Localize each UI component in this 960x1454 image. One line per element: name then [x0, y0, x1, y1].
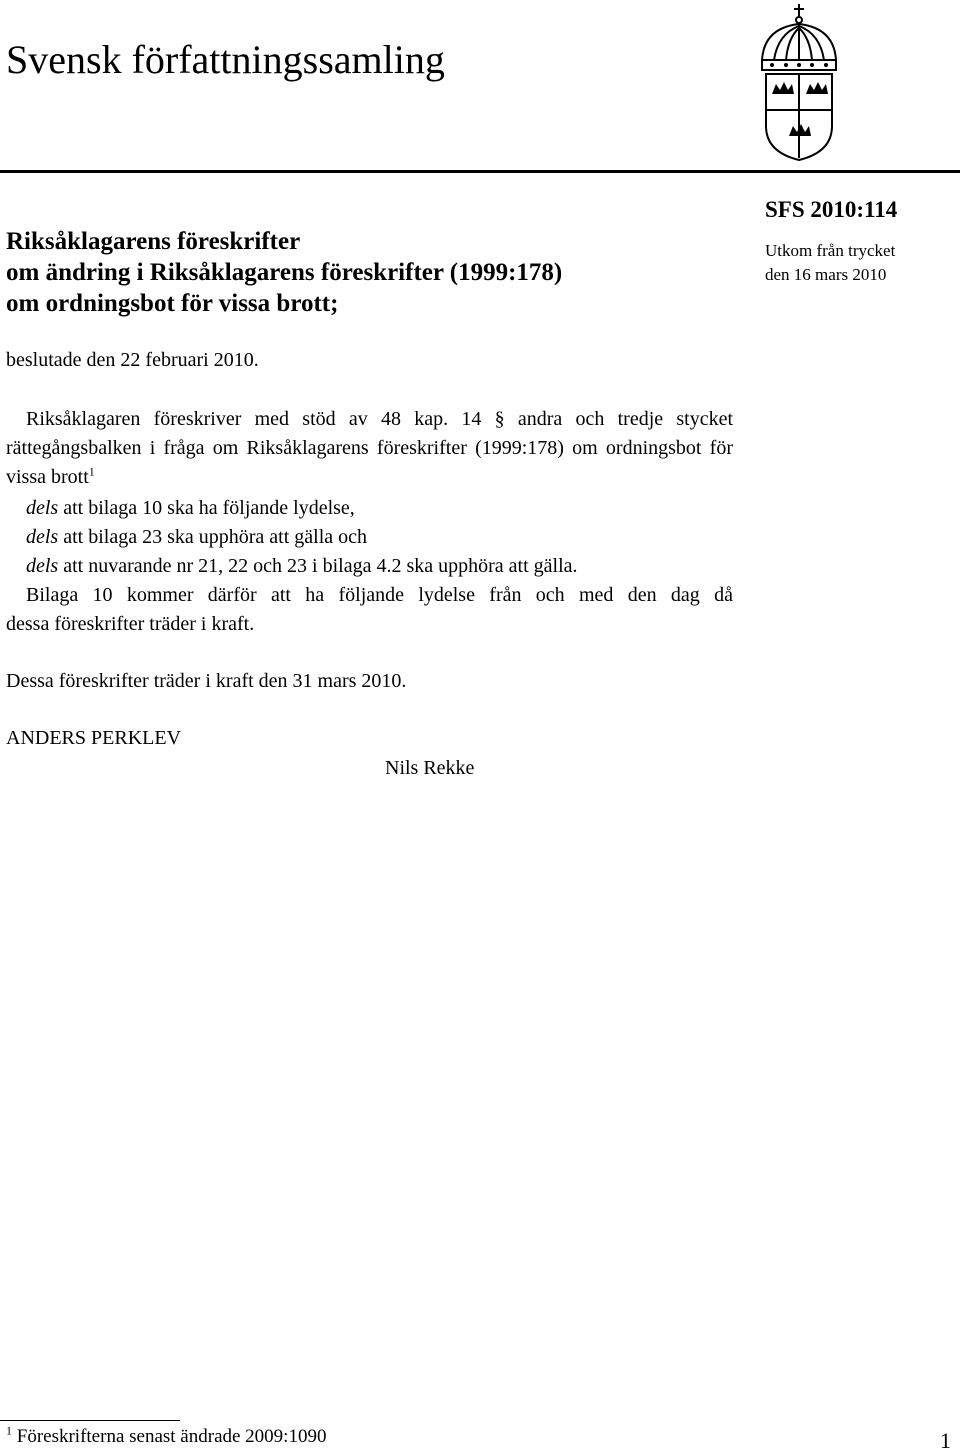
intro-paragraph: [6, 405, 733, 492]
crowned-three-crowns-emblem-icon: [756, 2, 842, 162]
effective-date: Dessa föreskrifter träder i kraft den 31 mars 2010.: [6, 670, 407, 692]
dels-item-1: [6, 494, 733, 523]
masthead-title: Svensk författningssamling: [6, 37, 445, 82]
publication-info: [765, 239, 895, 287]
dels-word: dels: [26, 555, 59, 577]
dels-item-3: [6, 552, 733, 581]
dels-word: dels: [26, 526, 59, 548]
section-sign: §: [494, 408, 505, 430]
dels-item-2: [6, 523, 733, 552]
sfs-number: SFS 2010:114: [765, 197, 898, 222]
intro-after-section: andra och tredje stycket rättegångsbalken i fråga om Riksåklagarens föreskrifter (1999:178) om ordningsbot för vissa brott: [6, 408, 734, 488]
header-rule: [0, 170, 960, 173]
dels-text-1: att bilaga 10 ska ha följande lydelse,: [63, 497, 355, 519]
footnote: [6, 1423, 327, 1448]
dels-word: dels: [26, 497, 59, 519]
signer-name: ANDERS PERKLEV: [6, 727, 182, 749]
footnote-text: Föreskrifterna senast ändrade 2009:1090: [16, 1426, 327, 1447]
title-line-2: om ändring i Riksåklagarens föreskrifter (1999:178): [6, 259, 563, 286]
footnote-reference: 1: [88, 464, 95, 479]
appendix-line-2: dessa föreskrifter träder i kraft.: [6, 613, 255, 635]
dels-list: [6, 494, 733, 639]
dels-text-2: att bilaga 23 ska upphöra att gälla och: [63, 526, 368, 548]
footnote-number: 1: [6, 1423, 12, 1438]
appendix-line-1: Bilaga 10 kommer därför att ha följande lydelse från och med den dag då: [26, 584, 733, 606]
decision-date: beslutade den 22 februari 2010.: [6, 349, 259, 371]
page-number: 1: [940, 1428, 951, 1453]
title-line-1: Riksåklagarens föreskrifter: [6, 228, 301, 255]
footnote-rule: [0, 1420, 180, 1421]
dels-text-3: att nuvarande nr 21, 22 och 23 i bilaga 4.2 ska upphöra att gälla.: [63, 555, 578, 577]
intro-before-section: Riksåklagaren föreskriver med stöd av 48 kap. 14: [26, 408, 482, 430]
title-line-3: om ordningsbot för vissa brott;: [6, 290, 339, 317]
regulation-title: [6, 226, 562, 319]
published-line-1: Utkom från trycket: [765, 241, 896, 260]
published-line-2: den 16 mars 2010: [765, 265, 887, 284]
cosigner-name: Nils Rekke: [385, 757, 475, 779]
